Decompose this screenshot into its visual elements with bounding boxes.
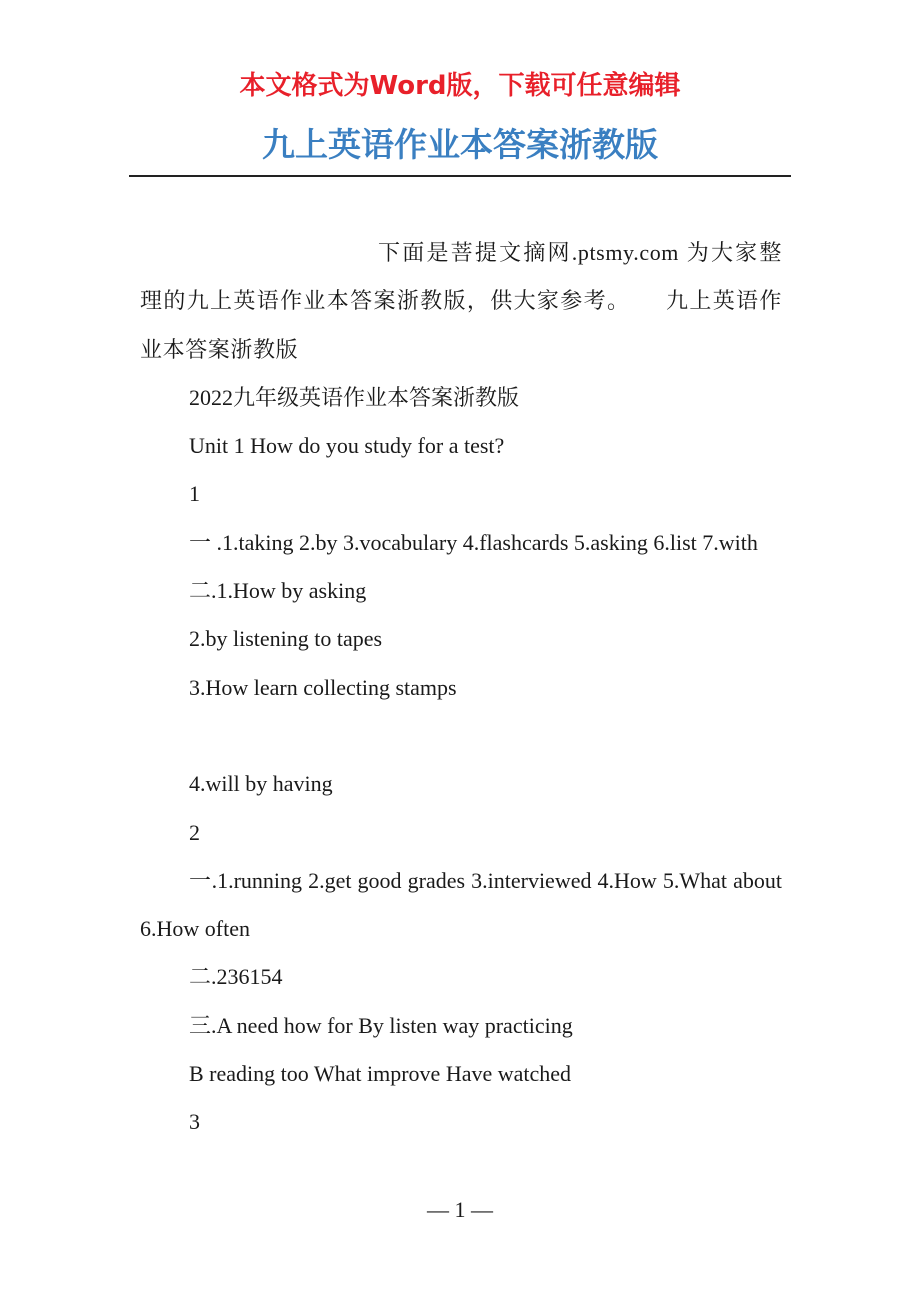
- section-number: 1: [189, 481, 200, 507]
- answer-line: 一.1.running 2.get good grades 3.interviewed 4.How 5.What about 6.How often: [140, 867, 782, 942]
- answer-line: 一 .1.taking 2.by 3.vocabulary 4.flashcards 5.asking 6.list 7.with: [189, 529, 758, 555]
- document-title: 九上英语作业本答案浙教版: [262, 125, 658, 164]
- answer-line: 3.How learn collecting stamps: [189, 674, 457, 700]
- document-body: [140, 229, 782, 1147]
- unit-heading: Unit 1 How do you study for a test?: [189, 433, 505, 459]
- section-number: 3: [189, 1109, 200, 1135]
- answer-line: 三.A need how for By listen way practicing: [189, 1012, 573, 1038]
- page-number: — 1 —: [427, 1197, 493, 1222]
- answer-line: 二.1.How by asking: [189, 578, 367, 604]
- answer-line: 2.by listening to tapes: [189, 626, 383, 652]
- title-divider: [129, 175, 791, 177]
- body-line: 2022九年级英语作业本答案浙教版: [189, 384, 520, 410]
- blank-line: [140, 712, 782, 760]
- section-number: 2: [189, 819, 200, 845]
- answer-line: B reading too What improve Have watched: [189, 1061, 572, 1087]
- format-notice: 本文格式为Word版，下载可任意编辑: [239, 71, 681, 101]
- intro-paragraph: 下面是菩提文摘网.ptsmy.com 为大家整理的九上英语作业本答案浙教版，供大家参考。 九上英语作业本答案浙教版: [140, 240, 782, 362]
- answer-line: 二.236154: [189, 964, 283, 990]
- answer-line: 4.will by having: [189, 771, 333, 797]
